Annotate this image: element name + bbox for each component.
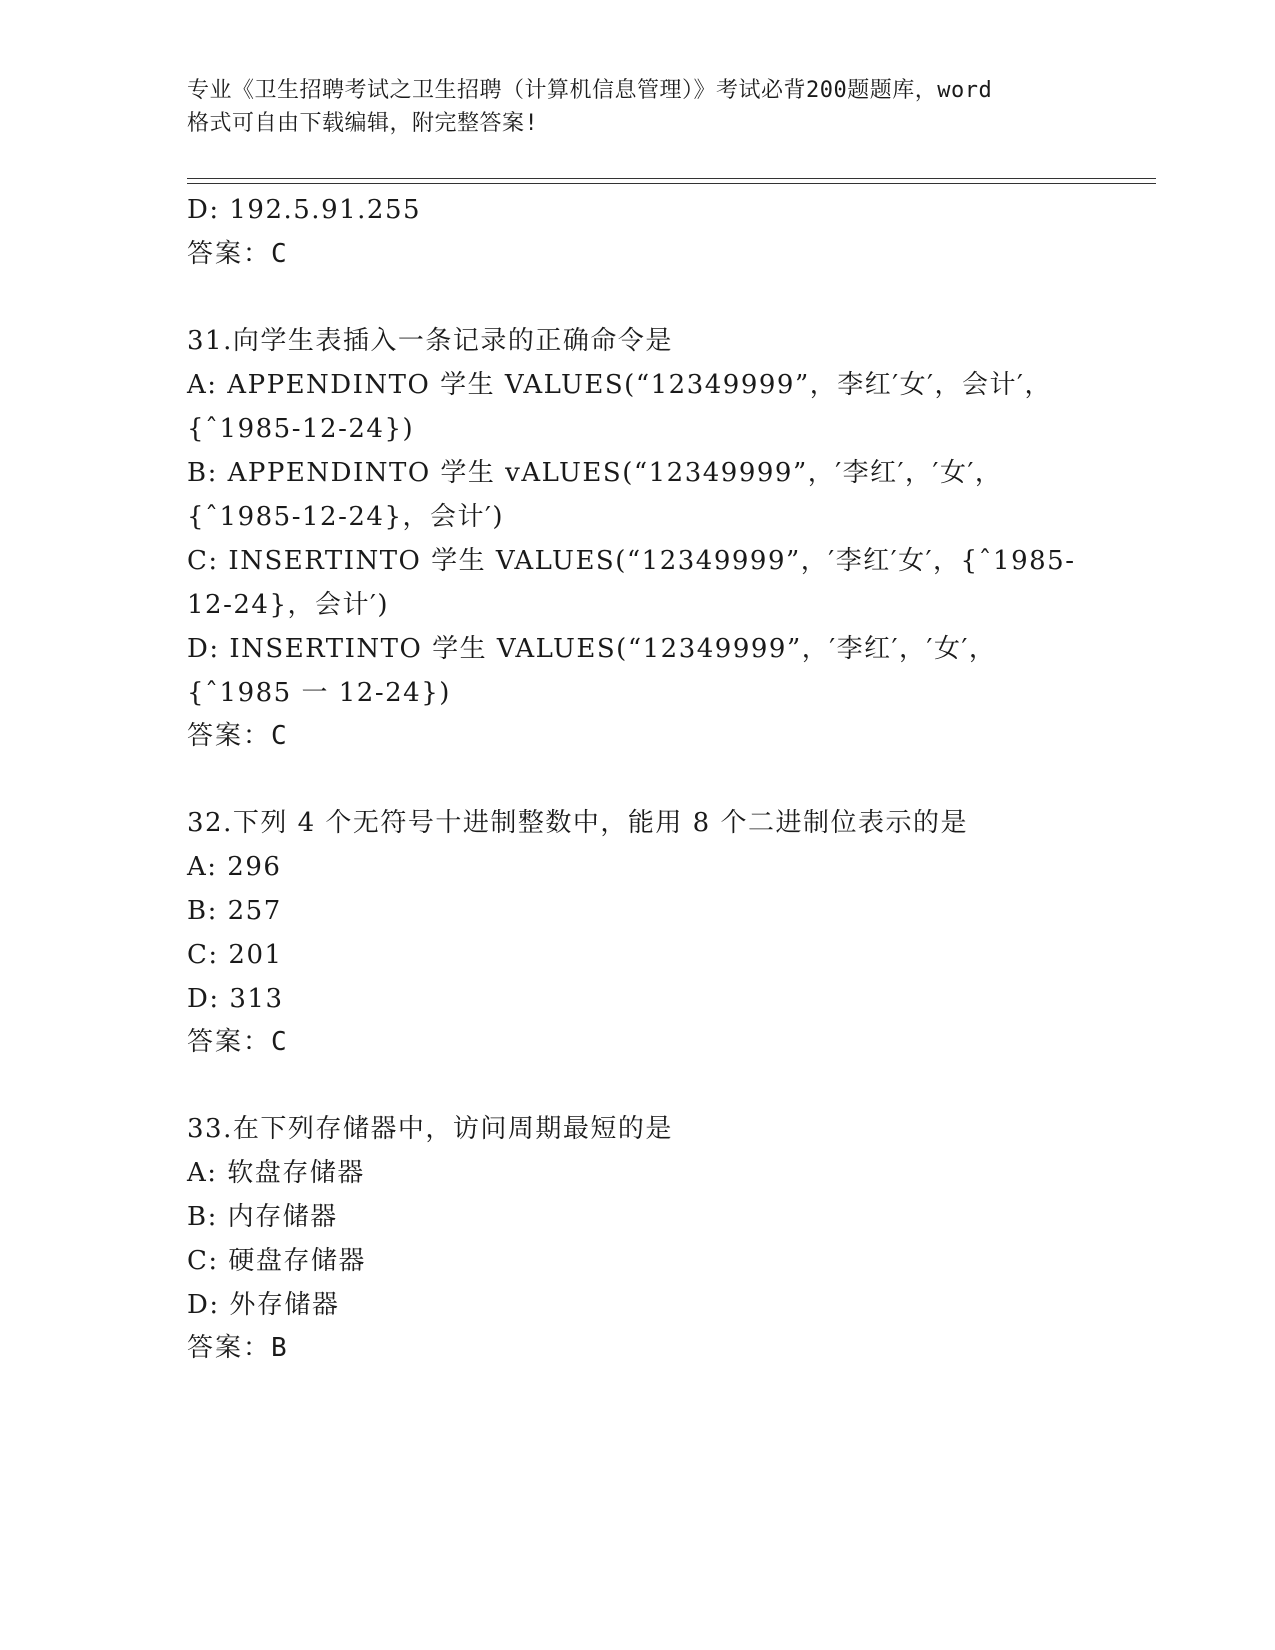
option-a: A: 296 (187, 852, 282, 882)
answer-line: 答案：C (187, 1027, 289, 1057)
option-c: C: 201 (187, 940, 283, 970)
header-line-1: 专业《卫生招聘考试之卫生招聘（计算机信息管理）》考试必背200题题库，word (187, 78, 993, 103)
answer-line: 答案：B (187, 1333, 289, 1363)
question-stem: 32.下列 4 个无符号十进制整数中，能用 8 个二进制位表示的是 (187, 808, 968, 838)
header-line-2: 格式可自由下载编辑，附完整答案! (187, 111, 539, 136)
answer-line: 答案：C (187, 239, 289, 269)
option-c: C: 硬盘存储器 (187, 1246, 366, 1276)
answer-line: 答案：C (187, 721, 289, 751)
header-divider-bottom (187, 183, 1156, 184)
option-c-continued: 12-24}，会计′) (187, 590, 390, 620)
option-a: A: APPENDINTO 学生 VALUES(“12349999”，李红′女′，会计′， (187, 370, 1052, 400)
option-b-continued: {ˆ1985-12-24}，会计′) (187, 502, 505, 532)
option-d: D: INSERTINTO 学生 VALUES(“12349999”，′李红′，′女′， (187, 634, 997, 664)
option-b: B: 内存储器 (187, 1202, 338, 1232)
header-divider-top (187, 178, 1156, 179)
option-b: B: 257 (187, 896, 282, 926)
option-d: D: 外存储器 (187, 1290, 340, 1320)
question-stem: 33.在下列存储器中，访问周期最短的是 (187, 1114, 673, 1144)
option-b: B: APPENDINTO 学生 vALUES(“12349999”，′李红′，′女′， (187, 458, 1003, 488)
option-a: A: 软盘存储器 (187, 1158, 365, 1188)
option-c: C: INSERTINTO 学生 VALUES(“12349999”，′李红′女′，{ˆ1985- (187, 546, 1076, 576)
option-d: D: 313 (187, 984, 284, 1014)
document-header (187, 74, 1087, 140)
option-d: D: 192.5.91.255 (187, 195, 422, 225)
option-d-continued: {ˆ1985 一 12-24}) (187, 678, 451, 708)
option-a-continued: {ˆ1985-12-24}) (187, 414, 415, 444)
question-stem: 31.向学生表插入一条记录的正确命令是 (187, 326, 673, 356)
